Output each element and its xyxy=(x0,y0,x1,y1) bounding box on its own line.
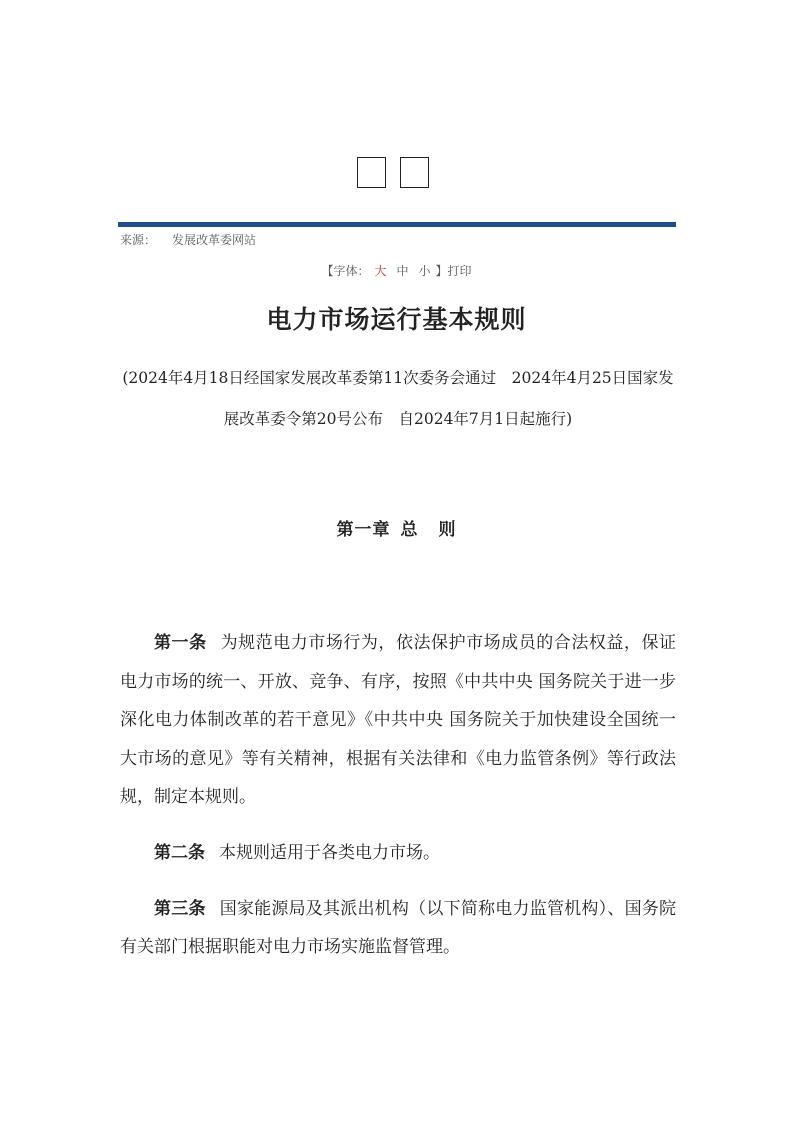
article-paragraph xyxy=(120,624,676,817)
article-label: 第一条 xyxy=(154,633,207,653)
header-rule xyxy=(118,222,676,227)
article-label: 第二条 xyxy=(154,842,205,863)
article-text: 本规则适用于各类电力市场。 xyxy=(219,842,440,863)
article-label: 第三条 xyxy=(154,898,206,919)
logo-glyph-box xyxy=(400,157,429,188)
logo-glyph-box xyxy=(357,157,386,188)
font-size-large-button[interactable]: 大 xyxy=(374,264,387,278)
article-paragraph xyxy=(120,834,676,873)
article-list xyxy=(120,624,676,984)
font-bar-prefix: 【字体： xyxy=(321,264,370,278)
document-title: 电力市场运行基本规则 xyxy=(266,305,527,334)
source-label: 来源： xyxy=(120,233,157,247)
article-text: 国家能源局及其派出机构（以下简称电力监管机构）、国务院有关部门根据职能对电力市场实施监督管理。 xyxy=(120,898,677,958)
chapter-title-part: 总 xyxy=(400,520,419,540)
font-size-bar xyxy=(0,262,793,279)
font-bar-suffix: 】 xyxy=(435,264,448,278)
site-logo xyxy=(357,157,429,188)
article-paragraph xyxy=(120,890,676,967)
source-line xyxy=(120,231,256,248)
source-value: 发展改革委网站 xyxy=(172,233,257,247)
font-size-medium-button[interactable]: 中 xyxy=(396,264,409,278)
chapter-number: 第一章 xyxy=(336,520,391,540)
print-button[interactable]: 打印 xyxy=(447,264,472,278)
chapter-heading xyxy=(0,515,793,540)
document-subtitle: (2024年4月18日经国家发展改革委第11次委务会通过 2024年4月25日国家发展改革委令第20号公布 自2024年7月1日起施行) xyxy=(122,369,674,428)
article-text: 为规范电力市场行为，依法保护市场成员的合法权益，保证电力市场的统一、开放、竞争、有序，按照《中共中央 国务院关于进一步深化电力体制改革的若干意见》《中共中央 国务院关于加快建设全国统一大市场的意见》等有关精神，根据有关法律和《电力监管条例》等行政法规，制定本规则。 xyxy=(120,633,677,808)
font-size-small-button[interactable]: 小 xyxy=(418,264,431,278)
chapter-title-part: 则 xyxy=(438,520,457,540)
